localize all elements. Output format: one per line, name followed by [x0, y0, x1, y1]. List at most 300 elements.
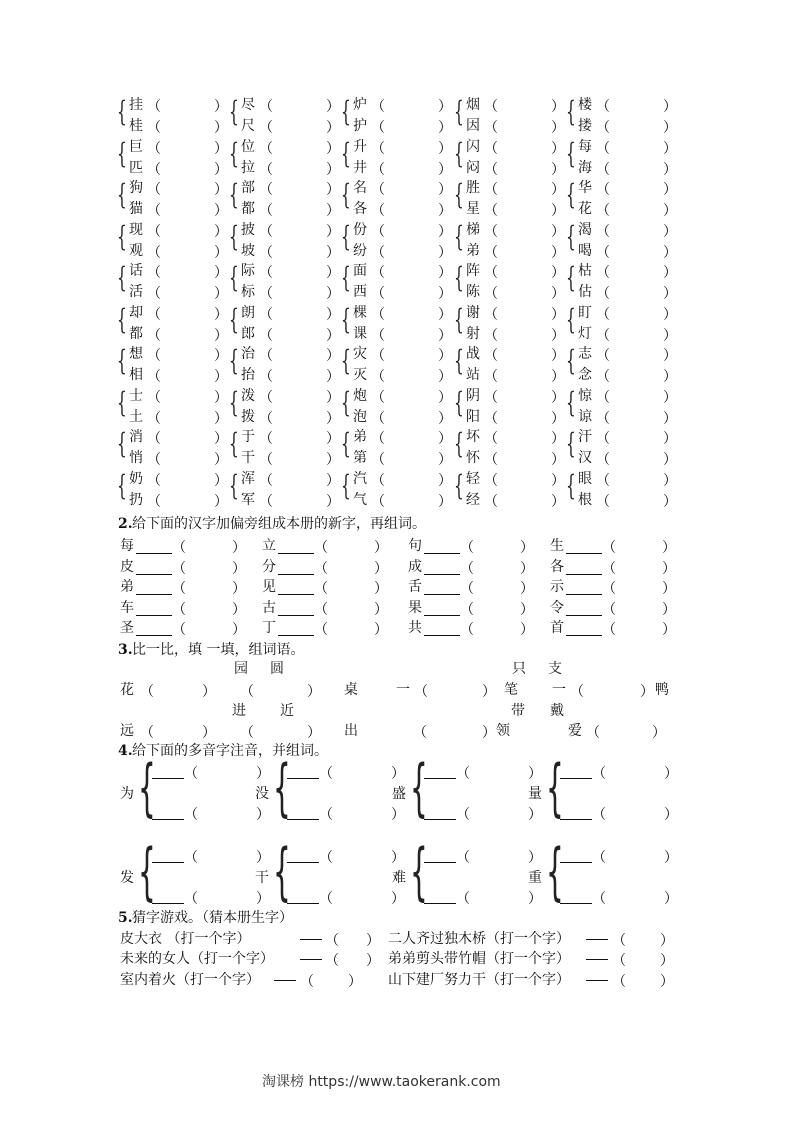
riddle-answer-line[interactable] — [586, 959, 608, 960]
word-character: 鸭 — [655, 682, 669, 698]
pair-character: 估 — [578, 284, 592, 300]
paren-close: ） — [391, 766, 405, 782]
word-character: 远 — [120, 723, 134, 739]
paren-open: （ — [147, 493, 161, 510]
paren-close: ） — [663, 161, 677, 178]
paren-open: （ — [147, 120, 161, 136]
pair-character: 战 — [466, 346, 480, 362]
pair-brace: { — [566, 219, 576, 253]
paren-close: ） — [214, 223, 228, 240]
pair-character: 相 — [129, 367, 143, 383]
radical-blank[interactable] — [566, 574, 602, 575]
pair-character: 纷 — [353, 242, 367, 259]
paren-open: （ — [602, 540, 616, 556]
polyphone-brace: { — [138, 835, 156, 908]
paren-open: （ — [371, 452, 385, 468]
riddle-text: 弟弟剪头带竹帽（打一个字） — [388, 951, 570, 967]
pair-character: 射 — [466, 325, 480, 342]
paren-open: （ — [484, 286, 498, 302]
paren-open: （ — [259, 327, 273, 344]
pair-character: 匹 — [129, 159, 143, 176]
section-2-number: 2. — [118, 516, 133, 532]
riddle-answer-line[interactable] — [586, 980, 608, 981]
paren-open: （ — [414, 684, 428, 700]
paren-close: ） — [214, 431, 228, 447]
radical-blank[interactable] — [136, 615, 172, 616]
pair-character: 棵 — [353, 304, 367, 321]
paren-open: （ — [147, 452, 161, 468]
paren-close: ） — [391, 850, 405, 866]
paren-close: ） — [551, 244, 565, 261]
polyphone-brace: { — [138, 751, 156, 824]
paren-close: ） — [374, 540, 388, 556]
radical-blank[interactable] — [278, 615, 314, 616]
paren-close: ） — [391, 891, 405, 907]
radical-blank[interactable] — [424, 553, 460, 554]
paren-open: （ — [456, 766, 470, 782]
paren-close: ） — [660, 974, 674, 990]
word-character: 领 — [496, 723, 510, 739]
pair-brace: { — [117, 178, 127, 211]
section-3-number: 3. — [118, 642, 133, 658]
paren-close: ） — [663, 410, 677, 427]
pair-character: 炮 — [353, 387, 367, 404]
riddle-answer-line[interactable] — [586, 939, 608, 940]
paren-close: ） — [391, 807, 405, 823]
paren-open: （ — [172, 601, 186, 618]
pair-character: 坡 — [241, 242, 255, 259]
paren-close: ） — [326, 140, 340, 157]
word-character: 花 — [120, 682, 134, 698]
pair-brace: { — [566, 95, 576, 128]
pair-character: 于 — [241, 429, 255, 445]
paren-close: ） — [664, 766, 678, 782]
pair-character: 份 — [353, 221, 367, 238]
radical-blank[interactable] — [424, 635, 460, 636]
radical-blank[interactable] — [566, 594, 602, 595]
paren-close: ） — [520, 601, 534, 618]
base-character: 弟 — [120, 579, 134, 595]
base-character: 首 — [550, 620, 564, 636]
pair-character: 治 — [241, 346, 255, 362]
pair-character: 现 — [129, 221, 143, 238]
section-2-title: 给下面的汉字加偏旁组成本册的新字，再组词。 — [132, 516, 426, 532]
radical-blank[interactable] — [424, 615, 460, 616]
paren-open: （ — [371, 369, 385, 385]
radical-blank[interactable] — [278, 574, 314, 575]
pair-brace: { — [229, 302, 239, 336]
paren-open: （ — [484, 472, 498, 489]
pair-character: 闪 — [466, 138, 480, 155]
paren-open: （ — [371, 265, 385, 281]
compare-character: 只 — [512, 661, 526, 677]
pair-brace: { — [341, 344, 351, 377]
pinyin-blank[interactable] — [424, 819, 456, 820]
paren-open: （ — [259, 161, 273, 178]
paren-close: ） — [663, 431, 677, 447]
paren-close: ） — [551, 410, 565, 427]
pinyin-blank[interactable] — [287, 862, 319, 863]
pinyin-blank[interactable] — [152, 862, 184, 863]
paren-open: （ — [240, 725, 254, 741]
compare-character: 戴 — [550, 703, 564, 719]
paren-open: （ — [259, 493, 273, 510]
pair-character: 灾 — [353, 346, 367, 362]
pair-character: 胜 — [466, 180, 480, 196]
pinyin-blank[interactable] — [152, 778, 184, 779]
paren-close: ） — [214, 161, 228, 178]
paren-close: ） — [214, 99, 228, 115]
paren-close: ） — [214, 244, 228, 261]
riddle-text: 室内着火（打一个字） — [120, 972, 260, 988]
paren-open: （ — [460, 560, 474, 577]
section-3-title: 比一比，填 一填，组词语。 — [132, 642, 305, 658]
paren-open: （ — [147, 223, 161, 240]
pair-character: 悄 — [129, 450, 143, 466]
paren-close: ） — [214, 140, 228, 157]
pair-character: 郎 — [241, 325, 255, 342]
riddle-answer-line[interactable] — [274, 980, 296, 981]
paren-close: ） — [663, 140, 677, 157]
paren-close: ） — [662, 540, 676, 556]
polyphone-character: 发 — [120, 870, 134, 886]
paren-close: ） — [256, 807, 270, 823]
paren-open: （ — [147, 306, 161, 323]
pinyin-blank[interactable] — [560, 819, 592, 820]
paren-close: ） — [326, 120, 340, 136]
base-character: 果 — [408, 599, 422, 616]
pair-brace: { — [454, 427, 464, 460]
pair-character: 因 — [466, 118, 480, 134]
paren-close: ） — [366, 953, 380, 969]
paren-close: ） — [326, 369, 340, 385]
pair-character: 眼 — [578, 470, 592, 487]
paren-close: ） — [551, 327, 565, 344]
polyphone-brace: { — [410, 835, 428, 908]
pair-character: 都 — [129, 325, 143, 342]
pinyin-blank[interactable] — [424, 862, 456, 863]
polyphone-character: 没 — [255, 786, 269, 802]
pinyin-blank[interactable] — [560, 903, 592, 904]
pair-character: 弟 — [353, 429, 367, 445]
base-character: 句 — [408, 538, 422, 554]
paren-open: （ — [140, 725, 154, 741]
pair-character: 华 — [578, 180, 592, 196]
paren-open: （ — [259, 244, 273, 261]
pair-brace: { — [566, 344, 576, 377]
paren-open: （ — [319, 891, 333, 907]
paren-close: ） — [551, 203, 565, 219]
paren-close: ） — [214, 472, 228, 489]
pair-character: 海 — [578, 159, 592, 176]
paren-open: （ — [484, 120, 498, 136]
riddle-answer-line[interactable] — [300, 959, 322, 960]
base-character: 共 — [408, 620, 422, 636]
paren-close: ） — [326, 286, 340, 302]
paren-open: （ — [314, 622, 328, 638]
pair-character: 经 — [466, 491, 480, 508]
pinyin-blank[interactable] — [424, 903, 456, 904]
paren-close: ） — [438, 452, 452, 468]
radical-blank[interactable] — [136, 574, 172, 575]
pair-brace: { — [566, 302, 576, 336]
paren-open: （ — [484, 452, 498, 468]
pair-character: 浑 — [241, 470, 255, 487]
pair-character: 军 — [241, 491, 255, 508]
paren-open: （ — [456, 850, 470, 866]
paren-open: （ — [259, 410, 273, 427]
pair-character: 轻 — [466, 470, 480, 487]
paren-close: ） — [438, 244, 452, 261]
paren-close: ） — [528, 807, 542, 823]
section-4-number: 4. — [118, 743, 133, 759]
section-5-title: 猜字游戏。（猜本册生字） — [132, 910, 293, 926]
compare-character: 支 — [548, 661, 562, 677]
paren-open: （ — [172, 622, 186, 638]
pinyin-blank[interactable] — [424, 778, 456, 779]
paren-close: ） — [663, 369, 677, 385]
radical-blank[interactable] — [278, 553, 314, 554]
paren-open: （ — [184, 891, 198, 907]
paren-close: ） — [438, 493, 452, 510]
paren-close: ） — [438, 431, 452, 447]
radical-blank[interactable] — [566, 553, 602, 554]
polyphone-character: 盛 — [392, 786, 406, 802]
paren-close: ） — [652, 725, 666, 741]
paren-close: ） — [663, 348, 677, 364]
paren-open: （ — [596, 472, 610, 489]
pair-character: 烟 — [466, 97, 480, 113]
paren-open: （ — [259, 306, 273, 323]
paren-open: （ — [371, 140, 385, 157]
paren-open: （ — [484, 203, 498, 219]
paren-open: （ — [314, 581, 328, 597]
paren-open: （ — [592, 850, 606, 866]
base-character: 令 — [550, 599, 564, 616]
riddle-text: 未来的女人（打一个字） — [120, 951, 274, 967]
pair-brace: { — [117, 385, 127, 419]
pinyin-blank[interactable] — [560, 862, 592, 863]
pair-character: 灯 — [578, 325, 592, 342]
pair-character: 花 — [578, 201, 592, 217]
radical-blank[interactable] — [424, 574, 460, 575]
base-character: 每 — [120, 538, 134, 554]
radical-blank[interactable] — [278, 594, 314, 595]
paren-open: （ — [596, 327, 610, 344]
pair-brace: { — [229, 427, 239, 460]
pinyin-blank[interactable] — [152, 819, 184, 820]
pinyin-blank[interactable] — [152, 903, 184, 904]
paren-close: ） — [663, 452, 677, 468]
pair-brace: { — [117, 136, 127, 170]
paren-open: （ — [484, 140, 498, 157]
paren-open: （ — [172, 581, 186, 597]
pair-character: 土 — [129, 408, 143, 425]
paren-close: ） — [326, 389, 340, 406]
paren-open: （ — [259, 140, 273, 157]
paren-open: （ — [460, 540, 474, 556]
paren-open: （ — [147, 286, 161, 302]
pair-character: 陈 — [466, 284, 480, 300]
pair-character: 阵 — [466, 263, 480, 279]
pair-brace: { — [566, 468, 576, 502]
base-character: 分 — [262, 558, 276, 575]
paren-open: （ — [140, 684, 154, 700]
pair-character: 谢 — [466, 304, 480, 321]
paren-close: ） — [662, 622, 676, 638]
paren-close: ） — [232, 601, 246, 618]
paren-close: ） — [663, 182, 677, 198]
pair-character: 奶 — [129, 470, 143, 487]
pair-character: 升 — [353, 138, 367, 155]
pair-character: 星 — [466, 201, 480, 217]
paren-open: （ — [371, 203, 385, 219]
base-character: 丁 — [262, 620, 276, 636]
pair-character: 泼 — [241, 387, 255, 404]
paren-close: ） — [551, 265, 565, 281]
paren-close: ） — [326, 348, 340, 364]
paren-open: （ — [259, 369, 273, 385]
polyphone-character: 干 — [255, 870, 269, 886]
paren-open: （ — [371, 244, 385, 261]
pair-character: 消 — [129, 429, 143, 445]
paren-close: ） — [214, 203, 228, 219]
base-character: 古 — [262, 599, 276, 616]
paren-open: （ — [484, 306, 498, 323]
paren-close: ） — [551, 389, 565, 406]
paren-close: ） — [663, 286, 677, 302]
paren-close: ） — [438, 286, 452, 302]
pinyin-blank[interactable] — [287, 778, 319, 779]
riddle-answer-line[interactable] — [300, 939, 322, 940]
paren-close: ） — [664, 891, 678, 907]
pair-character: 护 — [353, 118, 367, 134]
pair-brace: { — [117, 261, 127, 294]
radical-blank[interactable] — [424, 594, 460, 595]
paren-close: ） — [551, 161, 565, 178]
pair-character: 披 — [241, 221, 255, 238]
pair-brace: { — [341, 178, 351, 211]
pair-brace: { — [229, 178, 239, 211]
paren-open: （ — [371, 348, 385, 364]
paren-open: （ — [259, 223, 273, 240]
pair-character: 阳 — [466, 408, 480, 425]
paren-close: ） — [214, 493, 228, 510]
paren-close: ） — [366, 933, 380, 949]
pair-brace: { — [454, 261, 464, 294]
paren-open: （ — [456, 807, 470, 823]
pair-character: 根 — [578, 491, 592, 508]
paren-open: （ — [371, 99, 385, 115]
paren-open: （ — [325, 933, 339, 949]
paren-open: （ — [259, 265, 273, 281]
paren-open: （ — [371, 327, 385, 344]
pair-character: 桂 — [129, 118, 143, 134]
pair-character: 话 — [129, 263, 143, 279]
paren-open: （ — [484, 369, 498, 385]
paren-open: （ — [147, 244, 161, 261]
pair-character: 部 — [241, 180, 255, 196]
base-character: 车 — [120, 599, 134, 616]
paren-open: （ — [596, 348, 610, 364]
paren-open: （ — [612, 953, 626, 969]
pair-brace: { — [454, 468, 464, 502]
section-5-number: 5. — [118, 910, 133, 926]
paren-close: ） — [663, 265, 677, 281]
paren-open: （ — [371, 410, 385, 427]
radical-blank[interactable] — [566, 615, 602, 616]
pinyin-blank[interactable] — [560, 778, 592, 779]
radical-blank[interactable] — [136, 553, 172, 554]
paren-close: ） — [662, 581, 676, 597]
paren-close: ） — [663, 389, 677, 406]
paren-open: （ — [147, 161, 161, 178]
paren-open: （ — [259, 389, 273, 406]
paren-close: ） — [551, 120, 565, 136]
paren-open: （ — [371, 223, 385, 240]
polyphone-brace: { — [546, 751, 564, 824]
paren-open: （ — [592, 766, 606, 782]
paren-open: （ — [314, 601, 328, 618]
base-character: 立 — [262, 538, 276, 554]
paren-open: （ — [147, 140, 161, 157]
paren-close: ） — [551, 431, 565, 447]
paren-open: （ — [371, 493, 385, 510]
paren-open: （ — [300, 974, 314, 990]
paren-open: （ — [596, 161, 610, 178]
paren-open: （ — [612, 974, 626, 990]
pair-character: 气 — [353, 491, 367, 508]
paren-close: ） — [663, 327, 677, 344]
radical-blank[interactable] — [136, 594, 172, 595]
paren-close: ） — [551, 472, 565, 489]
pair-character: 狗 — [129, 180, 143, 196]
pair-character: 灭 — [353, 367, 367, 383]
paren-open: （ — [319, 807, 333, 823]
polyphone-brace: { — [546, 835, 564, 908]
pinyin-blank[interactable] — [287, 903, 319, 904]
paren-close: ） — [660, 933, 674, 949]
paren-close: ） — [256, 766, 270, 782]
paren-open: （ — [413, 725, 427, 741]
pair-character: 都 — [241, 201, 255, 217]
pair-brace: { — [566, 385, 576, 419]
radical-blank[interactable] — [278, 635, 314, 636]
pair-character: 课 — [353, 325, 367, 342]
radical-blank[interactable] — [136, 635, 172, 636]
pinyin-blank[interactable] — [287, 819, 319, 820]
paren-close: ） — [438, 161, 452, 178]
paren-open: （ — [484, 99, 498, 115]
polyphone-character: 量 — [528, 786, 542, 802]
radical-blank[interactable] — [566, 635, 602, 636]
word-character: 桌 — [344, 682, 358, 698]
paren-open: （ — [147, 410, 161, 427]
paren-close: ） — [214, 306, 228, 323]
paren-open: （ — [460, 622, 474, 638]
paren-open: （ — [456, 891, 470, 907]
pair-character: 观 — [129, 242, 143, 259]
paren-open: （ — [147, 389, 161, 406]
paren-close: ） — [214, 182, 228, 198]
paren-close: ） — [660, 953, 674, 969]
paren-open: （ — [371, 472, 385, 489]
paren-open: （ — [484, 327, 498, 344]
pair-character: 名 — [353, 180, 367, 196]
paren-close: ） — [664, 850, 678, 866]
paren-open: （ — [259, 431, 273, 447]
pair-brace: { — [454, 95, 464, 128]
